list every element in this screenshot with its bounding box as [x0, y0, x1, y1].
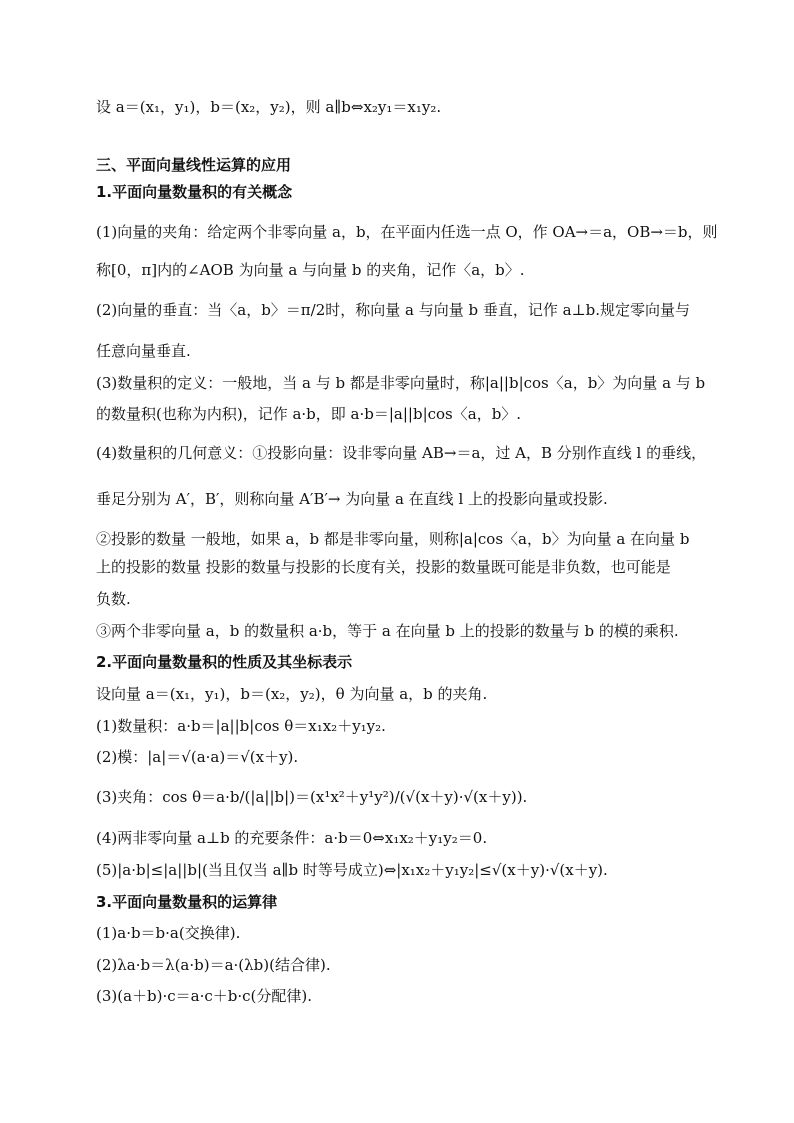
subsection-heading: 1.平面向量数量积的有关概念 [96, 183, 293, 201]
text-line: (2)向量的垂直：当〈a，b〉＝π/2时，称向量 a 与向量 b 垂直，记作 a⊥b.规定零向量与 [96, 301, 691, 319]
text-line: ③两个非零向量 a，b 的数量积 a·b，等于 a 在向量 b 上的投影的数量与 b 的模的乘积. [96, 622, 679, 640]
text-line: 垂足分别为 A′，B′，则称向量 A′B′→ 为向量 a 在直线 l 上的投影向量或投影. [96, 490, 608, 508]
formula-line: (2)λa·b＝λ(a·b)＝a·(λb)(结合律). [96, 956, 331, 974]
text-line: 任意向量垂直. [96, 342, 191, 360]
text-line: 设 a＝(x₁，y₁)，b＝(x₂，y₂)，则 a∥b⇔x₂y₁＝x₁y₂. [96, 98, 442, 116]
subsection-heading: 3.平面向量数量积的运算律 [96, 893, 278, 911]
formula-line: (3)夹角：cos θ＝a·b/(|a||b|)＝(x¹x²＋y¹y²)/(√(x＋y)·√(x＋y)). [96, 788, 528, 806]
subsection-heading: 2.平面向量数量积的性质及其坐标表示 [96, 653, 353, 671]
text-line: 的数量积(也称为内积)，记作 a·b，即 a·b＝|a||b|cos〈a，b〉. [96, 405, 522, 423]
text-line: (4)数量积的几何意义：①投影向量：设非零向量 AB→＝a，过 A，B 分别作直线 l 的垂线， [96, 444, 707, 462]
formula-line: (1)数量积：a·b＝|a||b|cos θ＝x₁x₂＋y₁y₂. [96, 717, 386, 735]
formula-line: (2)模：|a|＝√(a·a)＝√(x＋y). [96, 748, 299, 766]
formula-line: (5)|a·b|≤|a||b|(当且仅当 a∥b 时等号成立)⇔|x₁x₂＋y₁y₂|≤√(x＋y)·√(x＋y). [96, 861, 608, 879]
text-line: (1)向量的夹角：给定两个非零向量 a，b，在平面内任选一点 O，作 OA→＝a，OB→＝b，则 [96, 223, 718, 241]
text-line: 设向量 a＝(x₁，y₁)，b＝(x₂，y₂)，θ 为向量 a，b 的夹角. [96, 685, 488, 703]
formula-line: (1)a·b＝b·a(交换律). [96, 924, 241, 942]
text-line: (3)数量积的定义：一般地，当 a 与 b 都是非零向量时，称|a||b|cos〈a，b〉为向量 a 与 b [96, 374, 706, 392]
formula-line: (3)(a＋b)·c＝a·c＋b·c(分配律). [96, 987, 313, 1005]
text-line: 负数. [96, 590, 131, 608]
text-line: 上的投影的数量 投影的数量与投影的长度有关，投影的数量既可能是非负数，也可能是 [96, 558, 671, 576]
section-heading: 三、平面向量线性运算的应用 [96, 156, 292, 174]
text-line: ②投影的数量 一般地，如果 a，b 都是非零向量，则称|a|cos〈a，b〉为向量 a 在向量 b [96, 530, 690, 548]
formula-line: (4)两非零向量 a⊥b 的充要条件：a·b＝0⇔x₁x₂＋y₁y₂＝0. [96, 829, 488, 847]
text-line: 称[0，π]内的∠AOB 为向量 a 与向量 b 的夹角，记作〈a，b〉. [96, 261, 525, 279]
